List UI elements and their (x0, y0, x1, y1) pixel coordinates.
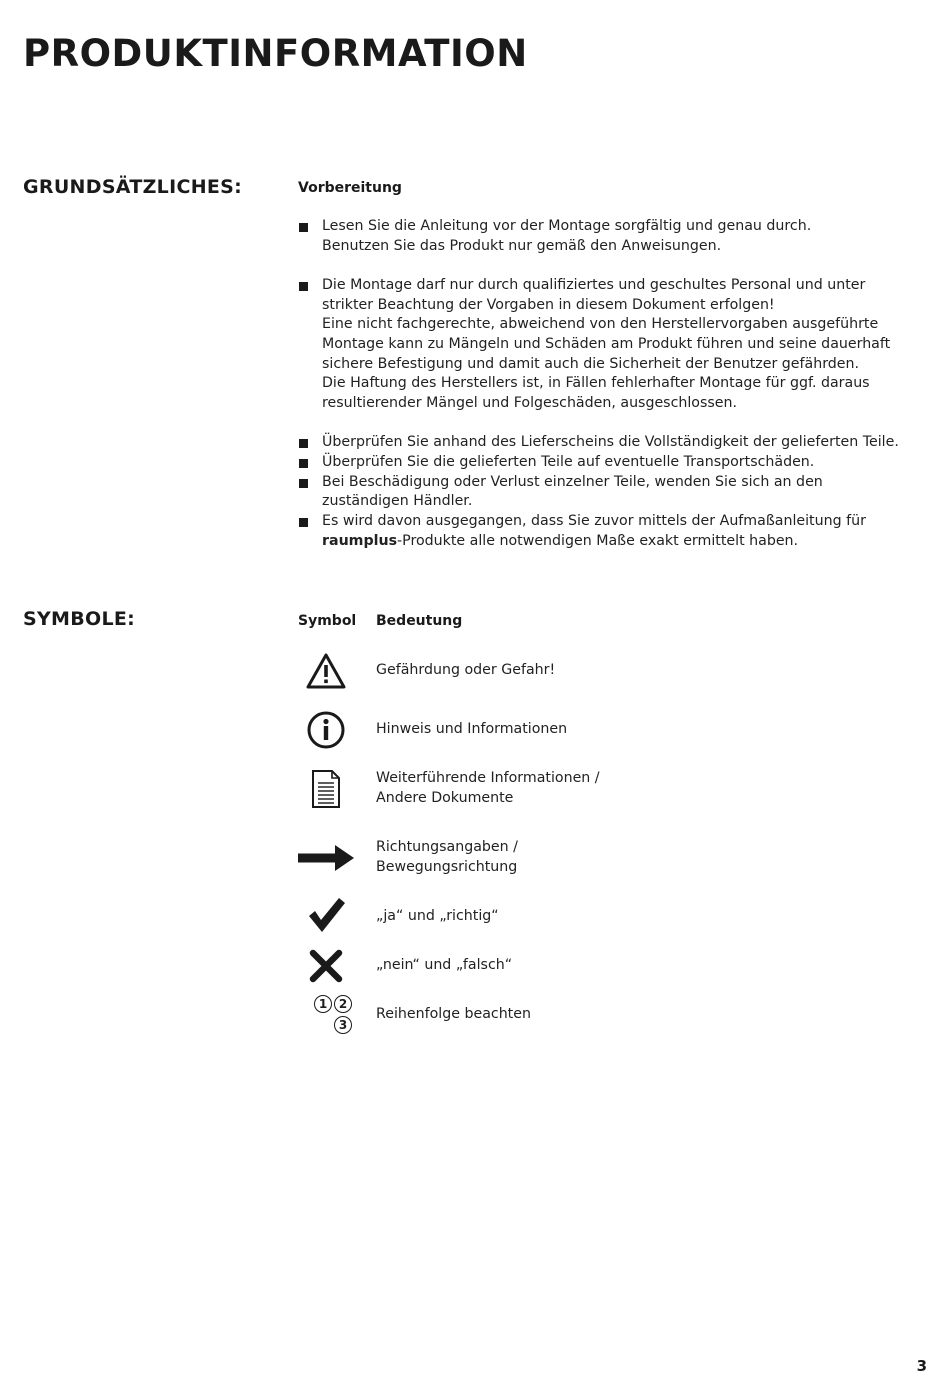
symbol-meaning-line: Richtungsangaben / (376, 839, 518, 855)
list-item-line: resultierender Mängel und Folgeschäden, ausgeschlossen. (322, 395, 738, 412)
list-item-line: Es wird davon ausgegangen, dass Sie zuvor mittels der Aufmaßanleitung für (322, 513, 866, 530)
list-item (298, 276, 898, 414)
section-heading-grundsaetzliches: GRUNDSÄTZLICHES: (23, 176, 243, 198)
preparation-block (298, 180, 898, 552)
list-item (298, 512, 898, 551)
checkmark-icon (298, 895, 354, 935)
arrow-right-icon (296, 838, 356, 878)
order-number-2: 2 (334, 995, 352, 1013)
list-item-line: Überprüfen Sie die gelieferten Teile auf eventuelle Transportschäden. (322, 454, 815, 471)
list-item (298, 453, 898, 473)
brand-name: raumplus (322, 532, 398, 549)
list-item-line: Eine nicht fachgerechte, abweichend von den Herstellervorgaben ausgeführte (322, 316, 879, 333)
section-heading-symbole: SYMBOLE: (23, 608, 136, 630)
list-item (298, 473, 898, 512)
symbol-meaning: Hinweis und Informationen (376, 721, 568, 737)
symbol-meaning: Gefährdung oder Gefahr! (376, 662, 556, 678)
symbol-meaning: Reihenfolge beachten (376, 1006, 531, 1022)
list-item-line: Die Montage darf nur durch qualifiziertes und geschultes Personal und unter (322, 276, 866, 293)
symbol-meaning (376, 838, 518, 877)
order-number-1: 1 (314, 995, 332, 1013)
list-item-line: Die Haftung des Herstellers ist, in Fällen fehlerhafter Montage für ggf. daraus (322, 375, 870, 392)
column-header-meaning: Bedeutung (376, 613, 463, 629)
symbol-meaning-line: Andere Dokumente (376, 789, 514, 806)
symbol-meaning (376, 769, 600, 808)
list-item-line: zuständigen Händler. (322, 493, 473, 510)
list-item-line: sichere Befestigung und damit auch die Sicherheit der Benutzer gefährden. (322, 355, 860, 372)
cross-icon (298, 949, 354, 983)
list-item-line: strikter Beachtung der Vorgaben in diesem Dokument erfolgen! (322, 296, 775, 313)
symbol-meaning-line: Weiterführende Informationen / (376, 770, 600, 786)
list-item (298, 433, 898, 453)
info-circle-icon (298, 710, 354, 750)
subheading-vorbereitung: Vorbereitung (298, 180, 402, 196)
symbol-meaning-line: Bewegungsrichtung (376, 858, 518, 875)
symbol-meaning: „ja“ und „richtig“ (376, 908, 499, 924)
list-item-line: Benutzen Sie das Produkt nur gemäß den Anweisungen. (322, 237, 722, 254)
column-header-symbol: Symbol (298, 613, 357, 629)
bullet-list (298, 217, 898, 552)
order-number-3: 3 (334, 1016, 352, 1034)
list-item-line: Bei Beschädigung oder Verlust einzelner Teile, wenden Sie sich an den (322, 473, 823, 490)
list-item-line (322, 532, 898, 552)
page-number: 3 (916, 1357, 927, 1375)
document-icon (298, 769, 354, 809)
list-item-line: Lesen Sie die Anleitung vor der Montage sorgfältig und genau durch. (322, 218, 812, 234)
numbered-order-icon (298, 995, 354, 1035)
list-item-line: Überprüfen Sie anhand des Lieferscheins die Vollständigkeit der gelieferten Teile. (322, 434, 899, 451)
list-item-line-rest: -Produkte alle notwendigen Maße exakt ermittelt haben. (397, 532, 799, 549)
warning-triangle-icon (298, 652, 354, 690)
list-item-line: Montage kann zu Mängeln und Schäden am Produkt führen und seine dauerhaft (322, 336, 891, 353)
list-item (298, 217, 898, 256)
symbol-meaning: „nein“ und „falsch“ (376, 957, 513, 973)
page-title: PRODUKTINFORMATION (23, 32, 528, 75)
